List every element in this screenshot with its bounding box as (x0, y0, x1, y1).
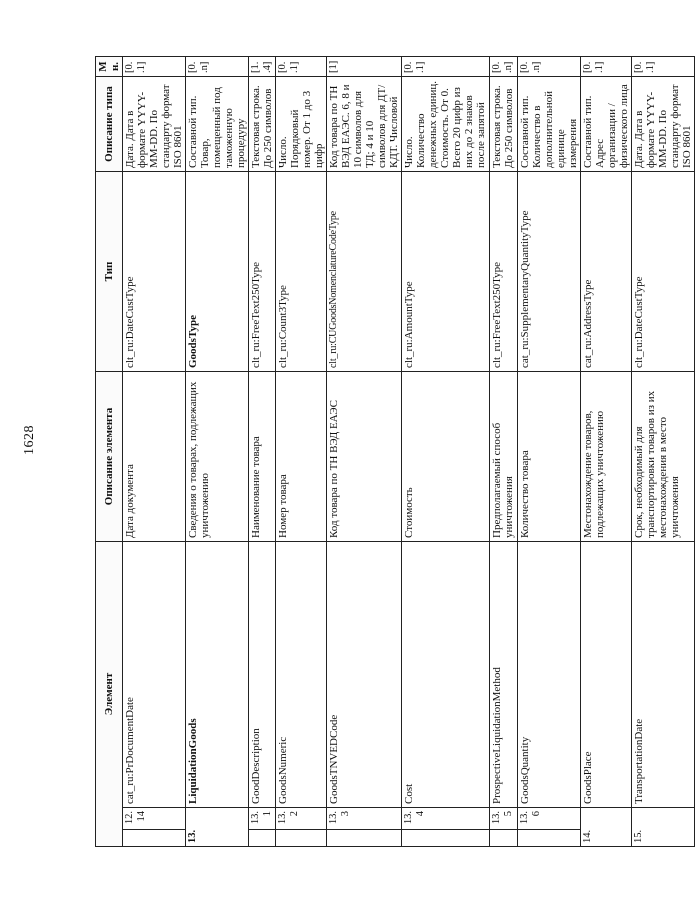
header-element-description: Описание элемента (96, 372, 123, 542)
row-number: 15. (632, 808, 695, 847)
table-header-row (96, 57, 123, 847)
element-description: Местонахождение товаров, подлежащих уничтожению (581, 372, 632, 542)
row-number: 13.3 (327, 808, 402, 830)
header-type: Тип (96, 172, 123, 372)
rotated-page-content (95, 57, 693, 847)
row-number: 13.1 (249, 808, 276, 830)
row-number: 14. (581, 808, 632, 847)
row-number: 12.14 (123, 808, 186, 830)
type-description: Составной тип. Адрес организации / физического лица (581, 77, 632, 172)
element-name: LiquidationGoods (186, 542, 249, 808)
element-name: GoodsTNVEDCode (327, 542, 402, 808)
element-type: clt_ru:FreeText250Type (249, 172, 276, 372)
indent-cell (518, 830, 581, 847)
table-row (518, 57, 581, 847)
type-description: Код товара по ТН ВЭД ЕАЭС. 6, 8 и 10 символов для ТД; 4 и 10 символов для ДТ/КДТ. Числовой (327, 77, 402, 172)
table-row (490, 57, 518, 847)
element-name: GoodsPlace (581, 542, 632, 808)
page-number: 1628 (22, 425, 37, 455)
element-description: Стоимость (402, 372, 490, 542)
element-description: Сведения о товарах, подлежащих уничтожению (186, 372, 249, 542)
element-type: clt_ru:DateCustType (632, 172, 695, 372)
schema-table (95, 56, 695, 847)
element-type: GoodsType (186, 172, 249, 372)
multiplicity: [0..1] (581, 57, 632, 77)
element-type: clt_ru:AmountType (402, 172, 490, 372)
table-row (327, 57, 402, 847)
table-row (581, 57, 632, 847)
header-element: Элемент (96, 542, 123, 847)
element-type: cat_ru:AddressType (581, 172, 632, 372)
table-row (402, 57, 490, 847)
type-description: Дата. Дата в формате YYYY-MM-DD. По стандарту формат ISO 8601 (123, 77, 186, 172)
element-description: Предполагаемый способ уничтожения (490, 372, 518, 542)
element-description: Код товара по ТН ВЭД ЕАЭС (327, 372, 402, 542)
element-type: clt_ru:Count3Type (276, 172, 327, 372)
indent-cell (327, 830, 402, 847)
element-description: Дата документа (123, 372, 186, 542)
table-row (249, 57, 276, 847)
multiplicity: [0..n] (186, 57, 249, 77)
multiplicity: [1] (327, 57, 402, 77)
element-name: GoodDescription (249, 542, 276, 808)
row-number: 13. (186, 808, 249, 847)
element-description: Номер товара (276, 372, 327, 542)
element-name: ProspectiveLiquidationMethod (490, 542, 518, 808)
indent-cell (276, 830, 327, 847)
multiplicity: [0..1] (632, 57, 695, 77)
table-row (276, 57, 327, 847)
row-number: 13.4 (402, 808, 490, 830)
type-description: Текстовая строка. До 250 символов (490, 77, 518, 172)
header-type-description: Описание типа (96, 77, 123, 172)
multiplicity: [0..1] (276, 57, 327, 77)
table-row (632, 57, 695, 847)
multiplicity: [0..1] (123, 57, 186, 77)
element-type: clt_ru:CUGoodsNomenclatureCodeType (327, 172, 402, 372)
element-name: GoodsQuantity (518, 542, 581, 808)
indent-cell (249, 830, 276, 847)
element-name: cat_ru:PrDocumentDate (123, 542, 186, 808)
element-description: Срок, необходимый для транспортировки товаров из их местонахождения в место уничтожения (632, 372, 695, 542)
row-number: 13.5 (490, 808, 518, 830)
element-name: Cost (402, 542, 490, 808)
type-description: Число. Порядковый номер. От 1 до 3 цифр (276, 77, 327, 172)
header-multiplicity: Мн. (96, 57, 123, 77)
row-number: 13.6 (518, 808, 581, 830)
element-type: clt_ru:DateCustType (123, 172, 186, 372)
indent-cell (123, 830, 186, 847)
element-description: Наименование товара (249, 372, 276, 542)
table-row (186, 57, 249, 847)
element-type: cat_ru:SupplementaryQuantityType (518, 172, 581, 372)
type-description: Составной тип. Количество в дополнительной единице измерения (518, 77, 581, 172)
indent-cell (490, 830, 518, 847)
type-description: Число. Количество денежных единиц. Стоимость. От 0. Всего 20 цифр из них до 2 знаков после запятой (402, 77, 490, 172)
indent-cell (402, 830, 490, 847)
table-row (123, 57, 186, 847)
multiplicity: [0..n] (490, 57, 518, 77)
row-number: 13.2 (276, 808, 327, 830)
element-name: TransportationDate (632, 542, 695, 808)
element-name: GoodsNumeric (276, 542, 327, 808)
type-description: Составной тип. Товар, помещенный под таможенную процедуру (186, 77, 249, 172)
type-description: Текстовая строка. До 250 символов (249, 77, 276, 172)
multiplicity: [1..4] (249, 57, 276, 77)
multiplicity: [0..n] (518, 57, 581, 77)
element-type: clt_ru:FreeText250Type (490, 172, 518, 372)
multiplicity: [0..1] (402, 57, 490, 77)
element-description: Количество товара (518, 372, 581, 542)
type-description: Дата. Дата в формате YYYY-MM-DD. По стандарту формат ISO 8601 (632, 77, 695, 172)
